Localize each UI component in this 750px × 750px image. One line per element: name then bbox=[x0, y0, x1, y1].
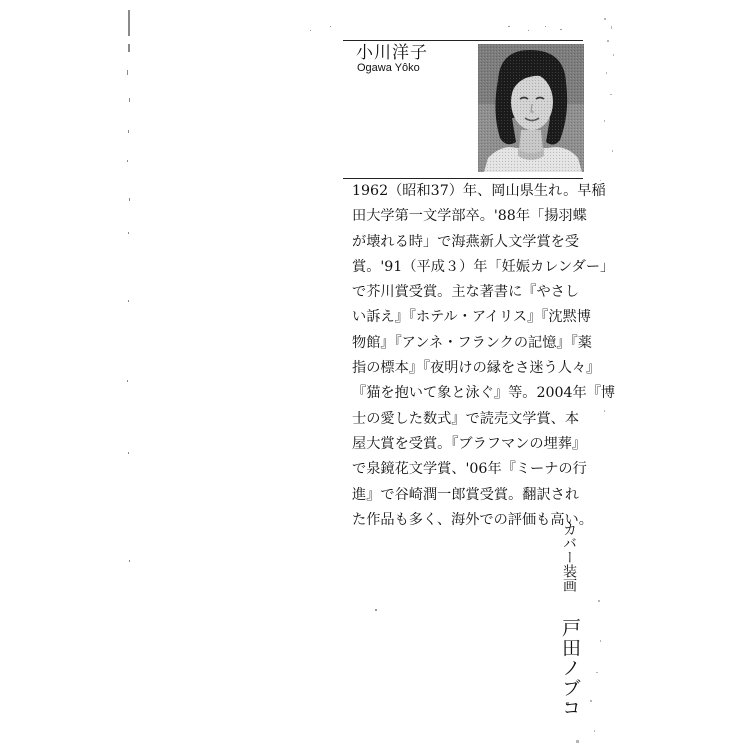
cover-illustration-label: カバー装画 bbox=[561, 522, 577, 592]
bio-line: 屋大賞を受賞。『ブラフマンの埋葬』 bbox=[352, 435, 587, 452]
bio-line: い訴え』『ホテル・アイリス』『沈黙博 bbox=[352, 309, 591, 326]
bio-line: が壊れる時」で海燕新人文学賞を受 bbox=[352, 233, 580, 250]
bio-line: 物館』『アンネ・フランクの記憶』『薬 bbox=[352, 334, 592, 351]
bio-line: 指の標本』『夜明けの縁をさ迷う人々』 bbox=[352, 360, 601, 377]
bio-line: で芥川賞受賞。主な著書に『やさし bbox=[352, 284, 580, 301]
author-biography bbox=[352, 179, 616, 533]
bio-line: で泉鏡花文学賞、'06年『ミーナの行 bbox=[352, 461, 587, 478]
bio-line: 士の愛した数式』で読売文学賞、本 bbox=[352, 410, 580, 427]
bio-line: 進』で谷崎潤一郎賞受賞。翻訳され bbox=[352, 486, 580, 503]
bio-line: 1962（昭和37）年、岡山県生れ。早稲 bbox=[352, 183, 606, 199]
cover-illustrator-name: 戸田ノブコ bbox=[559, 618, 581, 718]
author-photo bbox=[478, 44, 584, 172]
bio-line: 『猫を抱いて象と泳ぐ』等。2004年『博 bbox=[352, 385, 616, 402]
bio-line: 田大学第一文学部卒。'88年「揚羽蝶 bbox=[352, 208, 587, 225]
bio-line: た作品も多く、海外での評価も高い。 bbox=[352, 511, 593, 528]
author-portrait-icon bbox=[478, 44, 584, 172]
author-name: 小川洋子 bbox=[356, 43, 428, 63]
author-name-romaji: Ogawa Yôko bbox=[357, 62, 420, 74]
bio-line: 賞。'91（平成３）年「妊娠カレンダー」 bbox=[352, 258, 615, 275]
left-edge-marks bbox=[127, 10, 130, 562]
